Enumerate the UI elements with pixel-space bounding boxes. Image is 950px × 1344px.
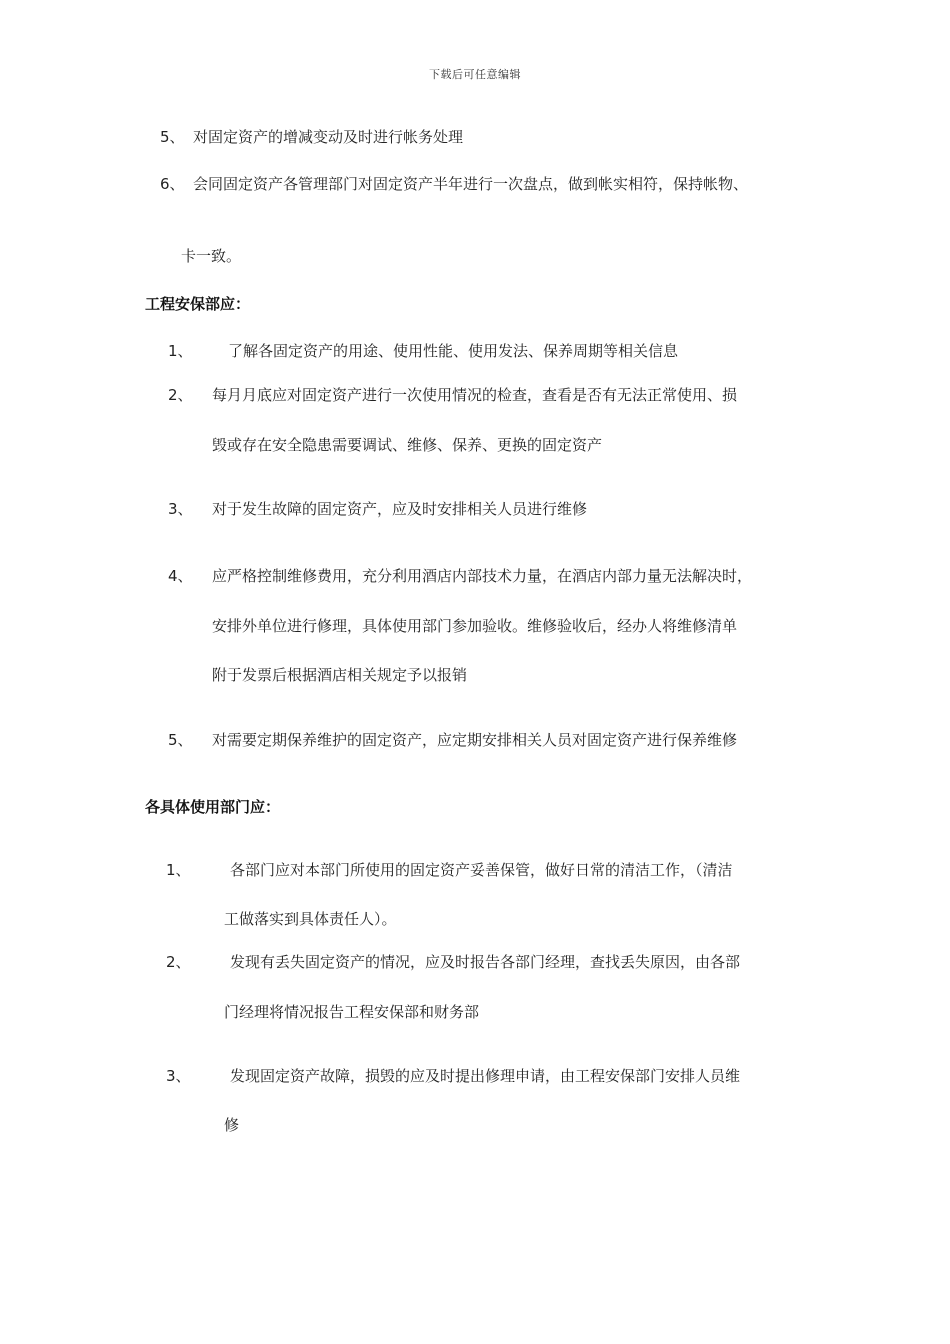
item-text: 每月月底应对固定资产进行一次使用情况的检查，查看是否有无法正常使用、损 [212,386,738,404]
item-text: 了解各固定资产的用途、使用性能、使用发法、保养周期等相关信息 [228,342,679,360]
item-text: 各部门应对本部门所使用的固定资产妥善保管，做好日常的清洁工作，（清洁 [230,861,733,879]
item-text: 应严格控制维修费用，充分利用酒店内部技术力量，在酒店内部力量无法解决时， [212,567,753,585]
item-number: 3、 [166,1067,191,1085]
item-text: 发现有丢失固定资产的情况，应及时报告各部门经理，查找丢失原因，由各部 [230,953,741,971]
item-number: 5、 [168,731,193,749]
item-text-continued: 卡一致。 [181,247,242,265]
item-number: 5、 [160,128,185,146]
item-text: 对固定资产的增减变动及时进行帐务处理 [193,128,464,146]
item-text-continued: 安排外单位进行修理，具体使用部门参加验收。维修验收后，经办人将维修清单 [212,617,738,635]
item-text-continued: 毁或存在安全隐患需要调试、维修、保养、更换的固定资产 [212,436,603,454]
item-text-continued: 修 [224,1116,240,1134]
page-header: 下载后可任意编辑 [429,68,521,81]
item-number: 2、 [166,953,191,971]
item-text-continued: 工做落实到具体责任人）。 [224,910,397,928]
item-number: 1、 [166,861,191,879]
item-text: 对需要定期保养维护的固定资产，应定期安排相关人员对固定资产进行保养维修 [212,731,738,749]
item-text-continued: 门经理将情况报告工程安保部和财务部 [224,1003,480,1021]
section-heading: 工程安保部应： [145,295,251,313]
item-number: 3、 [168,500,193,518]
item-text: 对于发生故障的固定资产，应及时安排相关人员进行维修 [212,500,588,518]
item-number: 1、 [168,342,193,360]
item-number: 6、 [160,175,185,193]
item-number: 4、 [168,567,193,585]
item-text: 会同固定资产各管理部门对固定资产半年进行一次盘点，做到帐实相符，保持帐物、 [193,175,749,193]
item-text-continued: 附于发票后根据酒店相关规定予以报销 [212,666,468,684]
item-number: 2、 [168,386,193,404]
item-text: 发现固定资产故障，损毁的应及时提出修理申请，由工程安保部门安排人员维 [230,1067,741,1085]
section-heading: 各具体使用部门应： [145,798,281,816]
